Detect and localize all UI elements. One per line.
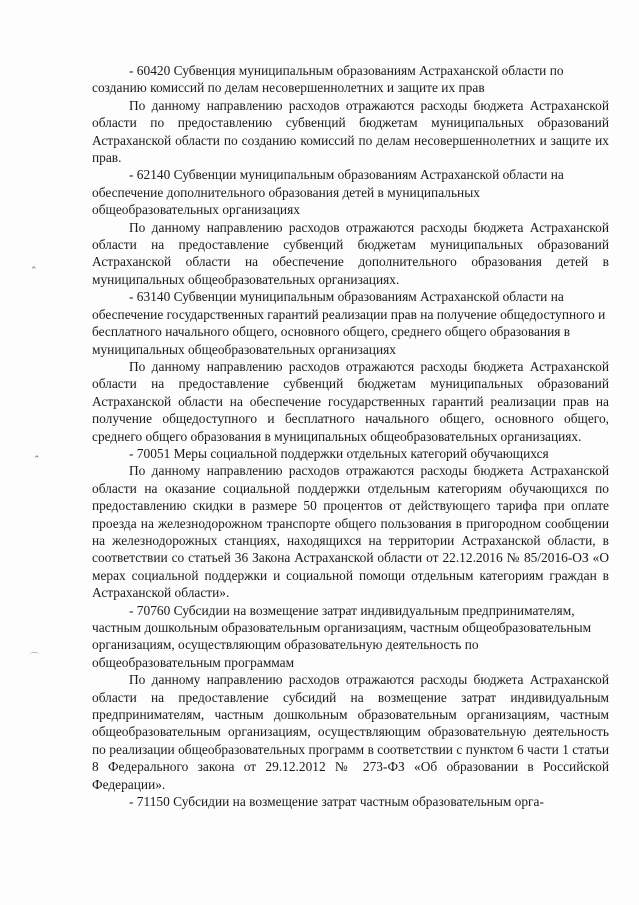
item-62140-heading: - 62140 Субвенции муниципальным образованиям Астраханской области на обеспечение дополнительного образования детей в муниципальных общеобразовательных организациях [92,167,564,218]
item-70051-heading: - 70051 Меры социальной поддержки отдельных категорий обучающихся [129,445,549,461]
scan-mark-icon: ⌃ [33,455,41,465]
item-62140-description: По данному направлению расходов отражаются расходы бюджета Астраханской области на предоставление субвенций бюджетам муниципальных образований Астраханской области на обеспечение дополнительного образования детей в муниципальных общеобразовательных организациях. [92,219,609,287]
scan-mark-icon: ⌒ [30,653,40,663]
scan-mark-icon: ⌃ [30,266,38,276]
item-71150-heading: - 71150 Субсидии на возмещение затрат частным образовательным орга- [129,794,544,810]
item-70760-heading: - 70760 Субсидии на возмещение затрат индивидуальным предпринимателям, частным дошкольным образовательным организациям, частным общеобразовательным организациям, осуществляющим образовательную деятельность по общеобразовательным программам [92,602,592,670]
item-63140-heading: - 63140 Субвенции муниципальным образованиям Астраханской области на обеспечение государственных гарантий реализации прав на получение общедоступного и бесплатного начального общего, основного общего, среднего общего образования в муниципальных общеобразовательных организациях [92,289,606,357]
item-70051-description: По данному направлению расходов отражаются расходы бюджета Астраханской области на оказание социальной поддержки отдельным категориям обучающихся по предоставлению скидки в размере 50 процентов от действующего тарифа при оплате проезда на железнодорожном транспорте общего пользования в пригородном сообщении на железнодорожных станциях, находящихся на территории Астраханской области, в соответствии со статьей 36 Закона Астраханской области от 22.12.2016 № 85/2016-ОЗ «О мерах социальной поддержки и социальной помощи отдельным категориям граждан в Астраханской области». [92,463,609,601]
item-60420-heading: - 60420 Субвенция муниципальным образованиям Астраханской области по созданию комиссий по делам несовершеннолетних и защите их прав [92,63,564,96]
item-60420-description: По данному направлению расходов отражаются расходы бюджета Астраханской области по предоставлению субвенций бюджетам муниципальных образований Астраханской области по созданию комиссий по делам несовершеннолетних и защите их прав. [92,97,609,166]
item-70760-description: По данному направлению расходов отражаются расходы бюджета Астраханской области на предоставление субсидий на возмещение затрат индивидуальным предпринимателям, частным дошкольным образовательным организациям, частным общеобразовательным организациям, осуществляющим образовательную деятельность по реализации общеобразовательных программ в соответствии с пунктом 6 части 1 статьи 8 Федерального закона от 29.12.2012 № 273-ФЗ «Об образовании в Российской Федерации». [92,672,609,792]
item-63140-description: По данному направлению расходов отражаются расходы бюджета Астраханской области на предоставление субвенций бюджетам муниципальных образований Астраханской области на обеспечение государственных гарантий реализации прав на получение общедоступного и бесплатного начального общего, основного общего, среднего общего образования в муниципальных общеобразовательных организациях. [92,358,609,444]
document-body [92,62,609,810]
